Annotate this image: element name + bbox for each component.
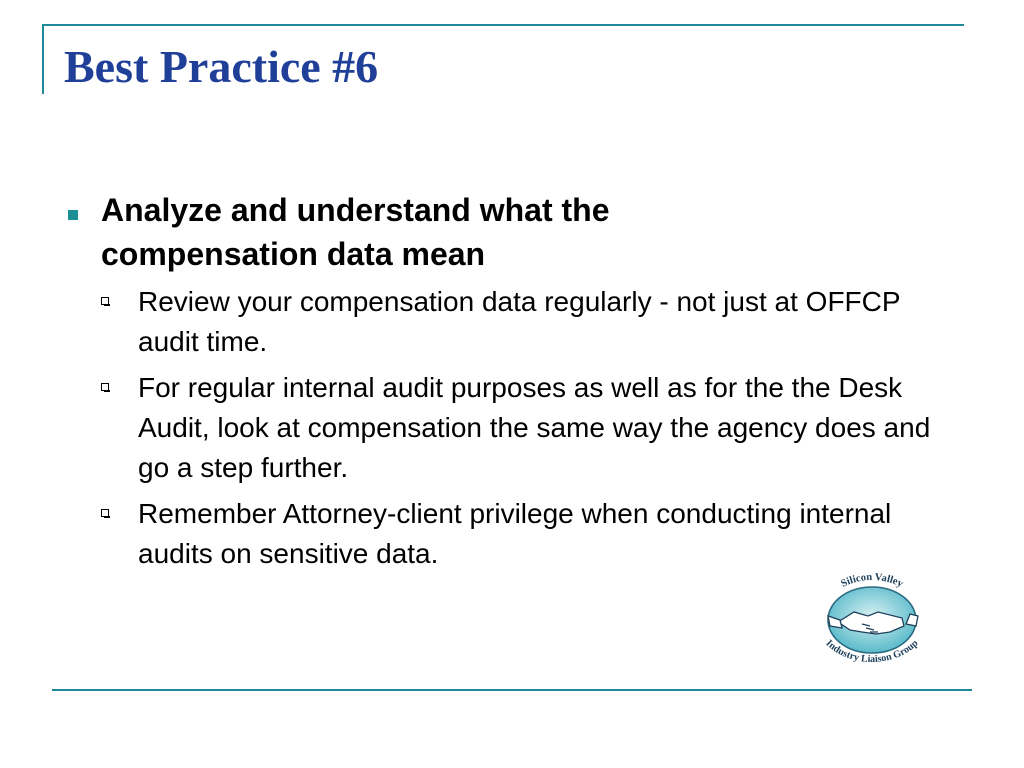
sub-bullet [60, 494, 960, 574]
hollow-square-bullet-icon [101, 383, 109, 391]
main-bullet [60, 188, 960, 276]
silicon-valley-ilg-logo [806, 572, 938, 664]
sub-point-text: Remember Attorney-client privilege when conducting internal audits on sensitive data. [138, 498, 892, 569]
slide-title: Best Practice #6 [64, 41, 379, 92]
logo-top-text: Silicon Valley [839, 572, 905, 590]
hollow-square-bullet-icon [101, 509, 109, 517]
frame-vertical-rule [42, 24, 44, 94]
sub-point-text: Review your compensation data regularly - not just at OFFCP audit time. [138, 286, 901, 357]
logo-bottom-text: Industry Liaison Group [823, 637, 921, 664]
slide-content [60, 188, 960, 580]
frame-bottom-rule [52, 689, 972, 691]
main-point-text: Analyze and understand what the compensation data mean [101, 192, 610, 272]
sub-bullet-list [60, 282, 960, 574]
frame-top-rule [42, 24, 964, 26]
sub-bullet [60, 368, 960, 488]
sub-point-text: For regular internal audit purposes as well as for the the Desk Audit, look at compensation the same way the agency does and go a step further. [138, 372, 931, 483]
sub-bullet [60, 282, 960, 362]
square-bullet-icon [68, 210, 78, 220]
hollow-square-bullet-icon [101, 297, 109, 305]
